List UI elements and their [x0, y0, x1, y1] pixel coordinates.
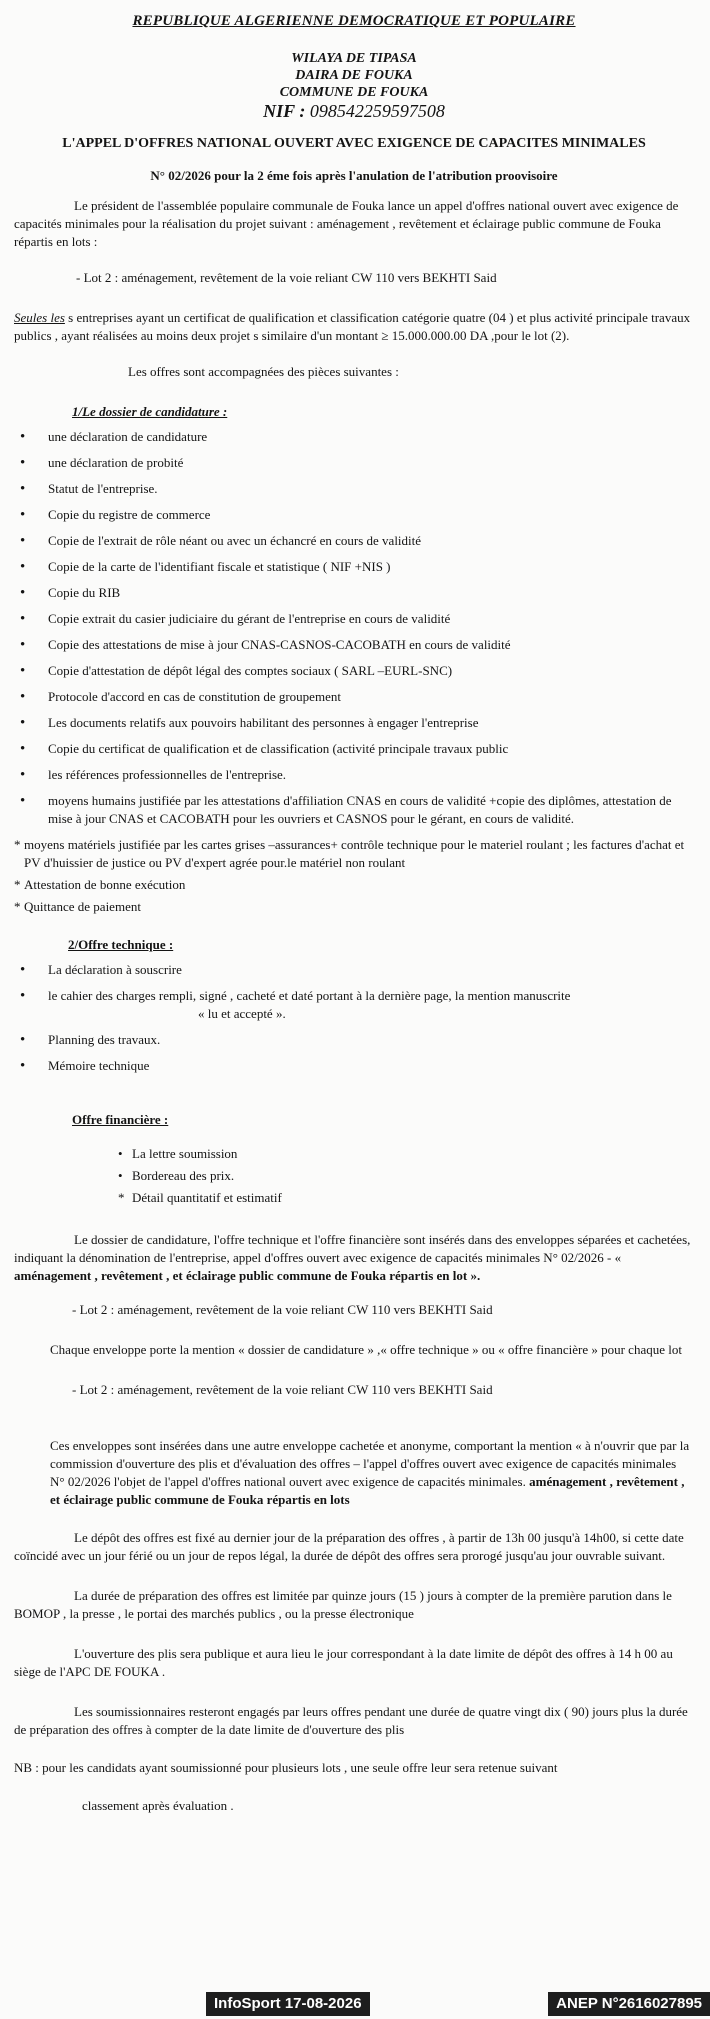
list-item: • La lettre soumission: [118, 1145, 694, 1163]
financiere-list: [14, 1145, 694, 1207]
candidature-heading: 1/Le dossier de candidature :: [72, 404, 228, 419]
enveloppes-project: aménagement , revêtement , et éclairage public commune de Fouka répartis en lots: [50, 1474, 685, 1507]
administration-block: [14, 50, 694, 120]
manuscrite-mention: « lu et accepté ».: [198, 1006, 286, 1021]
classement-line: classement après évaluation .: [82, 1798, 234, 1813]
tender-title: L'APPEL D'OFFRES NATIONAL OUVERT AVEC EXIGENCE DE CAPACITES MINIMALES: [62, 136, 646, 151]
offres-accompagnees: Les offres sont accompagnées des pièces suivantes :: [128, 364, 399, 379]
list-item: * moyens matériels justifiée par les cartes grises –assurances+ contrôle technique pour le materiel roulant ; les factures d'achat et PV d'huissier de justice ou PV d'expert agrée pour.le matériel non roulant: [14, 836, 694, 872]
enveloppes-paragraph: [14, 1437, 694, 1509]
eligibility-text: s entreprises ayant un certificat de qualification et classification catégorie quatre (04 ) et plus activité principale travaux publics , ayant réalisées au moins deux projet s similaire d'un montant ≥ 15.000.000.00 DA ,pour le lot (2).: [14, 310, 691, 343]
list-item: • Copie du registre de commerce: [14, 506, 694, 524]
candidature-star-list: [14, 836, 694, 916]
list-item: • Copie du certificat de qualification et de classification (activité principale travaux public: [14, 740, 694, 758]
soumissionnaires-paragraph: Les soumissionnaires resteront engagés par leurs offres pendant une durée de quatre vingt dix ( 90) jours plus la durée de préparation des offres à compter de la date limite de d'ouverture des plis: [14, 1704, 688, 1737]
commune-line: COMMUNE DE FOUKA: [279, 85, 429, 100]
technique-list: [14, 961, 694, 1075]
dossier-text: Le dossier de candidature, l'offre technique et l'offre financière sont insérés dans des enveloppes séparées et cachetées, indiquant la dénomination de l'entreprise, appel d'offres ouvert avec exigence de capacités minimales N° 02/2026 - «: [14, 1232, 691, 1265]
depot-paragraph: Le dépôt des offres est fixé au dernier jour de la préparation des offres , à partir de 13h 00 jusqu'à 14h00, si cette date coïncidé avec un jour férié ou un jour de repos légal, la durée de dépôt des offres sera prorogé jusqu'au jour ouvrable suivant.: [14, 1530, 684, 1563]
intro-paragraph: Le président de l'assemblée populaire communale de Fouka lance un appel d'offres national ouvert avec exigence de capacités minimales pour la réalisation du projet suivant : aménagement , revêtement et éclairage public commune de Fouka répartis en lots :: [14, 198, 679, 249]
list-item: • Statut de l'entreprise.: [14, 480, 694, 498]
list-item: • La déclaration à souscrire: [14, 961, 694, 979]
list-item: • Bordereau des prix.: [118, 1167, 694, 1185]
list-item: • Copie du RIB: [14, 584, 694, 602]
list-item: • Copie de la carte de l'identifiant fiscale et statistique ( NIF +NIS ): [14, 558, 694, 576]
tender-notice: [14, 8, 694, 1815]
list-item: • Protocole d'accord en cas de constitution de groupement: [14, 688, 694, 706]
eligibility-emphasis: Seules les: [14, 310, 65, 325]
list-item: • Les documents relatifs aux pouvoirs habilitant des personnes à engager l'entreprise: [14, 714, 694, 732]
financiere-heading: Offre financière :: [72, 1112, 169, 1127]
dossier-paragraph: [14, 1231, 694, 1285]
list-item: • Copie d'attestation de dépôt légal des comptes sociaux ( SARL –EURL-SNC): [14, 662, 694, 680]
lot-line: - Lot 2 : aménagement, revêtement de la voie reliant CW 110 vers BEKHTI Said: [76, 270, 497, 285]
nif-line: [14, 103, 694, 120]
list-item: • une déclaration de probité: [14, 454, 694, 472]
lot-line-repeat: - Lot 2 : aménagement, revêtement de la voie reliant CW 110 vers BEKHTI Said: [72, 1302, 493, 1317]
list-item: * Quittance de paiement: [14, 898, 694, 916]
nif-value: 098542259597508: [309, 101, 445, 121]
dossier-project: aménagement , revêtement , et éclairage public commune de Fouka répartis en lot ».: [14, 1268, 481, 1283]
cahier-text: le cahier des charges rempli, signé , cacheté et daté portant à la dernière page, la mention manuscrite: [48, 988, 571, 1003]
daira-line: DAIRA DE FOUKA: [295, 68, 413, 83]
candidature-list: [14, 428, 694, 828]
anep-number: ANEP N°2616027895: [548, 1992, 710, 2016]
list-item: * Attestation de bonne exécution: [14, 876, 694, 894]
list-item: • Copie extrait du casier judiciaire du gérant de l'entreprise en cours de validité: [14, 610, 694, 628]
republique-heading: REPUBLIQUE ALGERIENNE DEMOCRATIQUE ET POPULAIRE: [132, 13, 576, 29]
duree-paragraph: La durée de préparation des offres est limitée par quinze jours (15 ) jours à compter de la première parution dans le BOMOP , la presse , le portai des marchés publics , ou la presse électronique: [14, 1588, 672, 1621]
eligibility-paragraph: [14, 309, 694, 345]
tender-number: N° 02/2026 pour la 2 éme fois après l'anulation de l'atribution proovisoire: [150, 168, 558, 183]
list-item: [14, 987, 694, 1023]
enveloppes-text: Ces enveloppes sont insérées dans une autre enveloppe cachetée et anonyme, comportant la mention « à n'ouvrir que par la commission d'ouverture des plis et d'évaluation des offres – l'appel d'offres ouvert avec exigence de capacités minimales N° 02/2026 l'objet de l'appel d'offres national ouvert avec exigence de capacités minimales.: [50, 1438, 690, 1489]
wilaya-line: WILAYA DE TIPASA: [291, 51, 417, 66]
list-item: • Mémoire technique: [14, 1057, 694, 1075]
list-item: • Planning des travaux.: [14, 1031, 694, 1049]
lot-line-repeat-2: - Lot 2 : aménagement, revêtement de la voie reliant CW 110 vers BEKHTI Said: [72, 1382, 493, 1397]
chaque-enveloppe: Chaque enveloppe porte la mention « dossier de candidature » ,« offre technique » ou « offre financière » pour chaque lot: [50, 1342, 682, 1357]
technique-heading: 2/Offre technique :: [68, 937, 174, 952]
nb-paragraph: NB : pour les candidats ayant soumissionné pour plusieurs lots , une seule offre leur sera retenue suivant: [14, 1760, 558, 1775]
list-item: * Détail quantitatif et estimatif: [118, 1189, 694, 1207]
list-item: • les références professionnelles de l'entreprise.: [14, 766, 694, 784]
list-item: • Copie de l'extrait de rôle néant ou avec un échancré en cours de validité: [14, 532, 694, 550]
list-item: • moyens humains justifiée par les attestations d'affiliation CNAS en cours de validité +copie des diplômes, attestation de mise à jour CNAS et CACOBATH pour les ouvriers et CASNOS pour le gérant, en cours de validité.: [14, 792, 694, 828]
list-item: • une déclaration de candidature: [14, 428, 694, 446]
footer-bar: [0, 1989, 710, 2019]
nif-label: NIF :: [263, 101, 306, 121]
list-item: • Copie des attestations de mise à jour CNAS-CASNOS-CACOBATH en cours de validité: [14, 636, 694, 654]
ouverture-paragraph: L'ouverture des plis sera publique et aura lieu le jour correspondant à la date limite de dépôt des offres à 14 h 00 au siège de l'APC DE FOUKA .: [14, 1646, 673, 1679]
publication-stamp: InfoSport 17-08-2026: [206, 1992, 370, 2016]
